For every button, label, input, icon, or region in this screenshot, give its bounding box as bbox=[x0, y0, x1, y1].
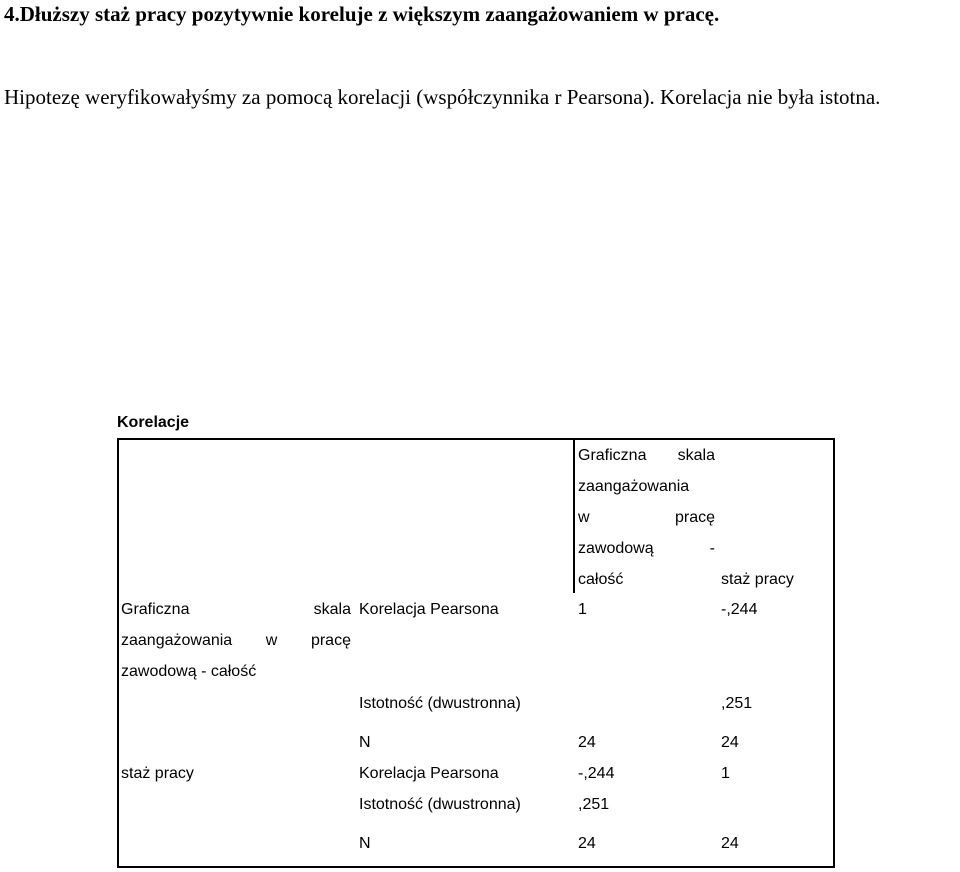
row1-col1-pearson: 1 bbox=[578, 601, 587, 618]
row2-stat-significance: Istotność (dwustronna) bbox=[359, 796, 521, 813]
header-col1-line: całość bbox=[578, 571, 624, 588]
header-col2: staż pracy bbox=[721, 571, 794, 588]
row2-label: staż pracy bbox=[121, 765, 194, 782]
header-col1-line: w pracę bbox=[578, 509, 715, 526]
table-top-edge bbox=[571, 438, 835, 440]
row2-col1-significance: ,251 bbox=[578, 796, 610, 813]
table-right-edge bbox=[833, 438, 835, 868]
row1-col2-n: 24 bbox=[721, 734, 739, 751]
row2-col1-n: 24 bbox=[578, 835, 596, 852]
hypothesis-paragraph: Hipotezę weryfikowałyśmy za pomocą korelacji (współczynnika r Pearsona). Korelacja nie była istotna. bbox=[4, 85, 881, 109]
row1-col2-pearson: -,244 bbox=[721, 601, 758, 618]
row1-col1-n: 24 bbox=[578, 734, 596, 751]
row1-stat-significance: Istotność (dwustronna) bbox=[359, 695, 521, 712]
table-caption: Korelacje bbox=[117, 414, 190, 431]
row1-label-line: zaangażowania w pracę bbox=[121, 632, 351, 649]
header-corner-cell bbox=[117, 438, 575, 593]
table-bottom-edge bbox=[117, 866, 835, 868]
header-col1-line: zaangażowania bbox=[578, 478, 690, 495]
table-left-edge bbox=[117, 591, 119, 868]
row2-col2-pearson: 1 bbox=[721, 765, 730, 782]
row2-stat-pearson: Korelacja Pearsona bbox=[359, 765, 499, 782]
row1-label-line: Graficzna skala bbox=[121, 601, 351, 618]
section-heading: 4.Dłuższy staż pracy pozytywnie koreluje z większym zaangażowaniem w pracę. bbox=[4, 2, 720, 26]
header-col1-line: zawodową - bbox=[578, 540, 715, 557]
row1-label-line: zawodową - całość bbox=[121, 663, 257, 680]
row1-stat-n: N bbox=[359, 734, 371, 751]
row2-stat-n: N bbox=[359, 835, 371, 852]
row2-col1-pearson: -,244 bbox=[578, 765, 615, 782]
row2-col2-n: 24 bbox=[721, 835, 739, 852]
row1-stat-pearson: Korelacja Pearsona bbox=[359, 601, 499, 618]
header-col1-line: Graficzna skala bbox=[578, 447, 715, 464]
row1-col2-significance: ,251 bbox=[721, 695, 753, 712]
